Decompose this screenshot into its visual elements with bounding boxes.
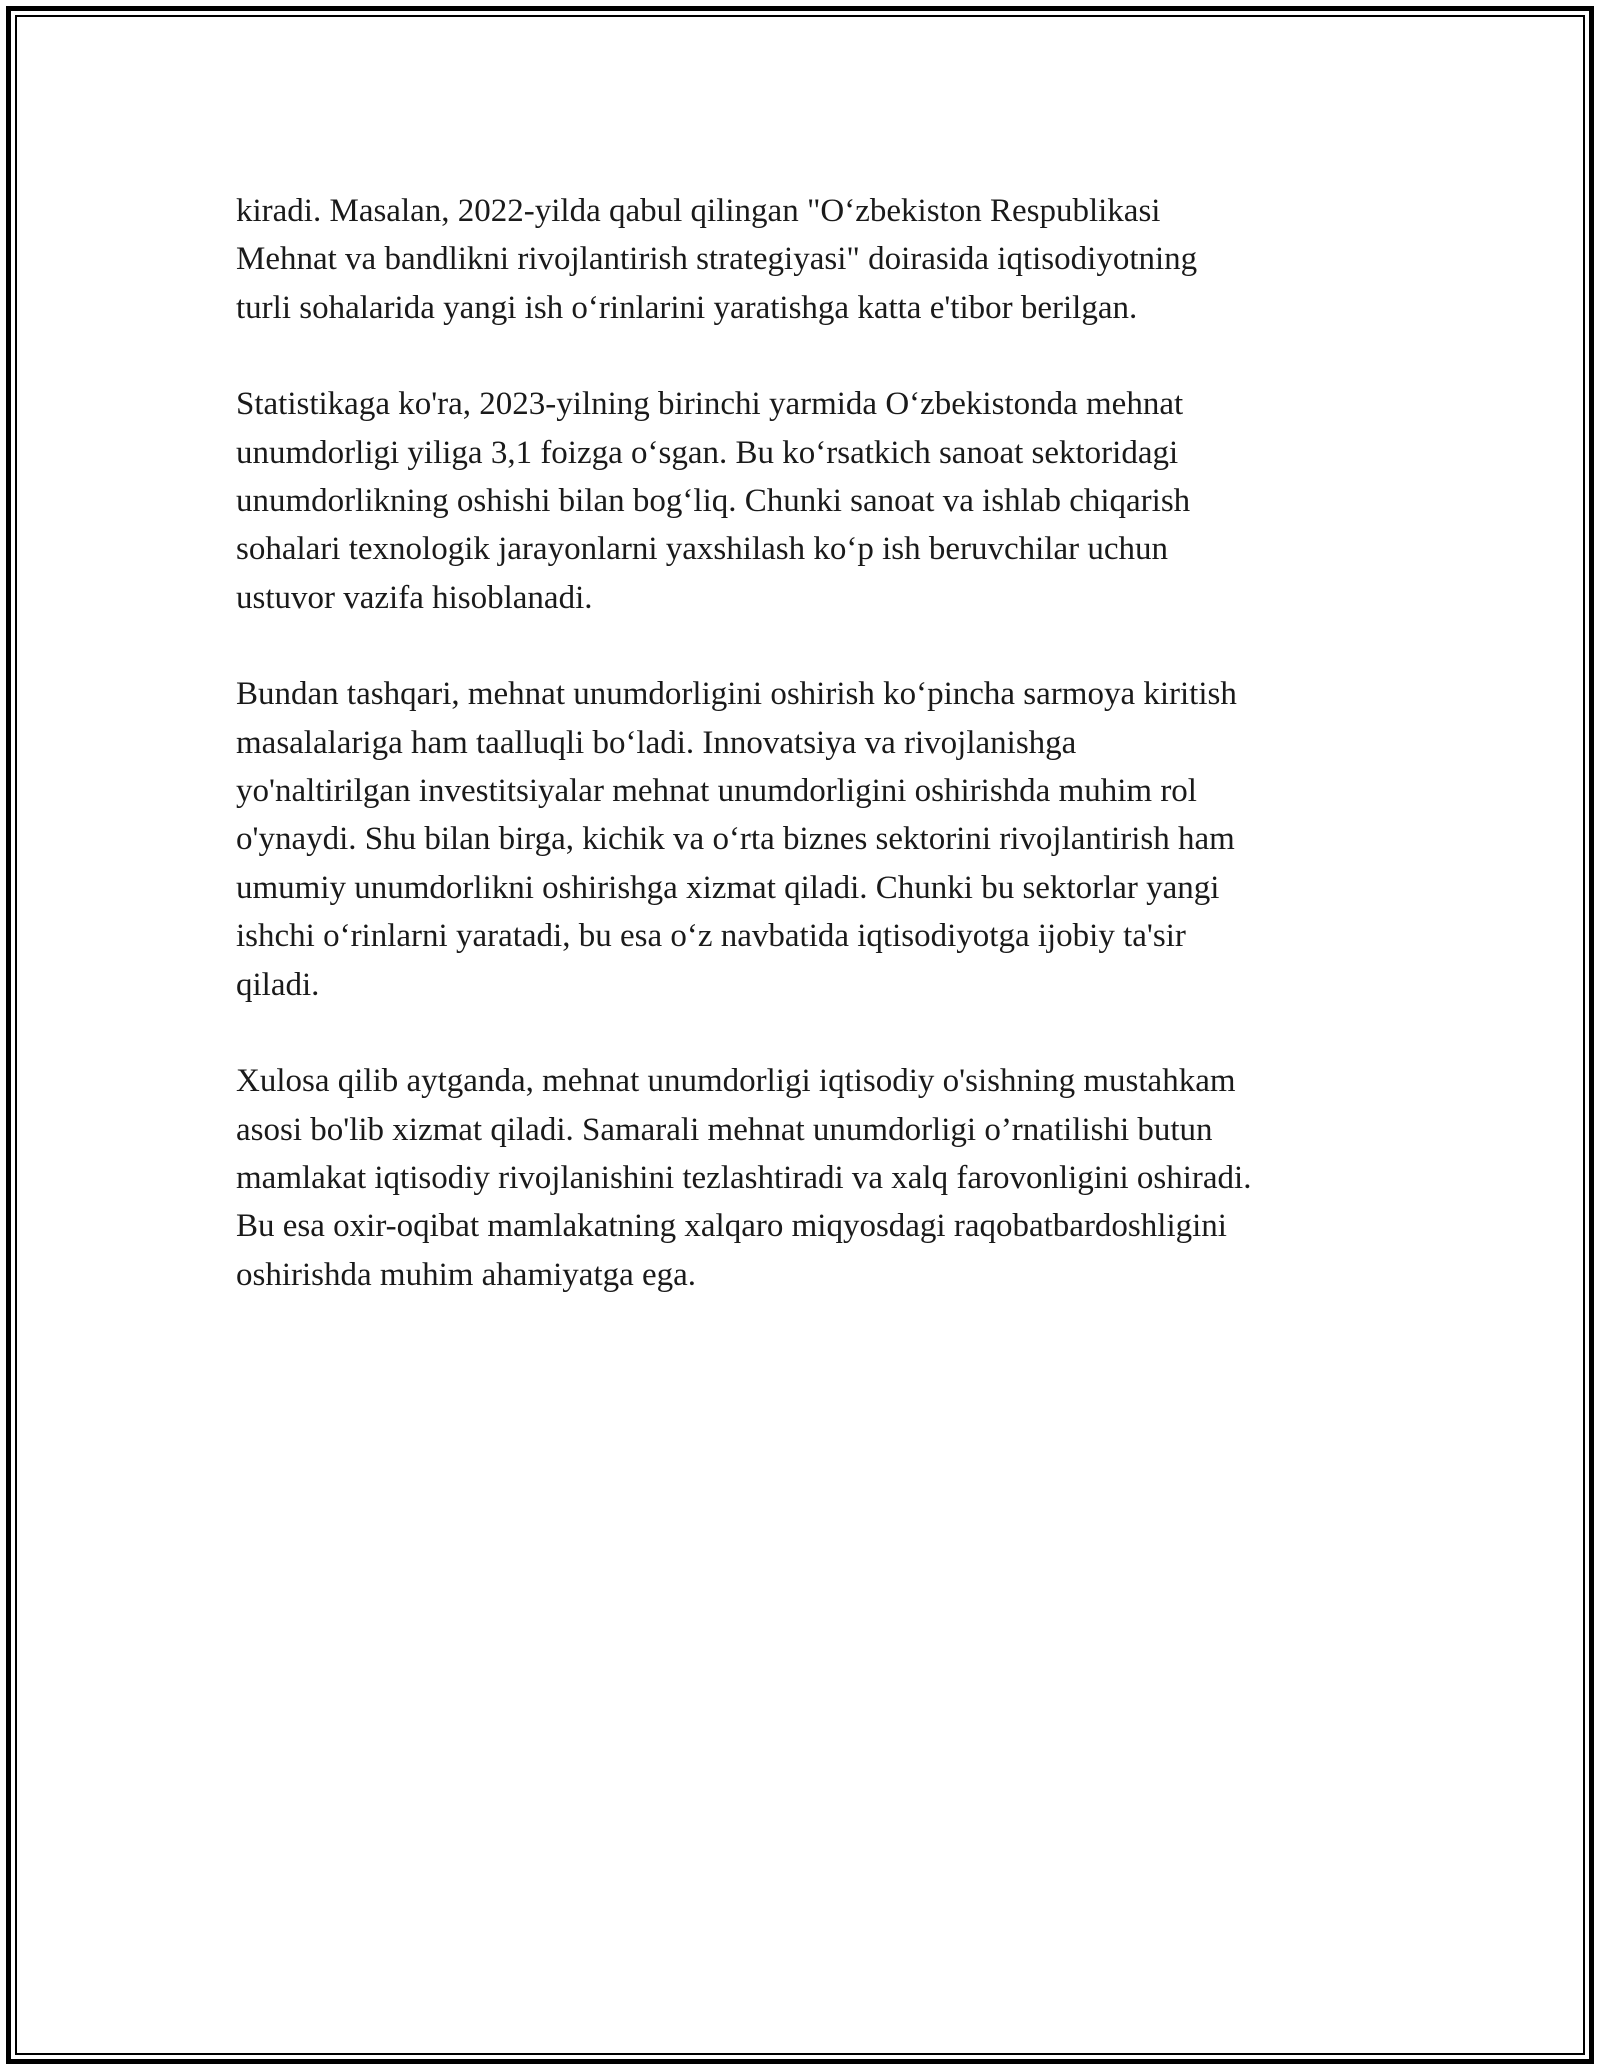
- text-line: unumdorlikning oshishi bilan bog‘liq. Chunki sanoat va ishlab chiqarish: [236, 483, 1191, 520]
- document-body: [236, 187, 1366, 1347]
- text-line: masalalariga ham taalluqli bo‘ladi. Innovatsiya va rivojlanishga: [236, 724, 1077, 761]
- text-line: kiradi. Masalan, 2022-yilda qabul qilingan "O‘zbekiston Respublikasi: [236, 193, 1161, 229]
- text-line: turli sohalarida yangi ish o‘rinlarini yaratishga katta e'tibor berilgan.: [236, 289, 1138, 326]
- text-line: Mehnat va bandlikni rivojlantirish strategiyasi" doirasida iqtisodiyotning: [236, 241, 1198, 278]
- text-line: qiladi.: [236, 966, 320, 1003]
- paragraph-investment: [236, 670, 1366, 1009]
- text-line: Bu esa oxir-oqibat mamlakatning xalqaro miqyosdagi raqobatbardoshligini: [236, 1208, 1227, 1245]
- text-line: ustuvor vazifa hisoblanadi.: [236, 579, 593, 616]
- paragraph-statistics: [236, 380, 1366, 622]
- text-line: ishchi o‘rinlarni yaratadi, bu esa o‘z navbatida iqtisodiyotga ijobiy ta'sir: [236, 918, 1186, 955]
- text-line: asosi bo'lib xizmat qiladi. Samarali mehnat unumdorligi o’rnatilishi butun: [236, 1111, 1213, 1148]
- text-line: o'ynaydi. Shu bilan birga, kichik va o‘rta biznes sektorini rivojlantirish ham: [236, 821, 1235, 858]
- text-line: oshirishda muhim ahamiyatga ega.: [236, 1256, 697, 1293]
- text-line: umumiy unumdorlikni oshirishga xizmat qiladi. Chunki bu sektorlar yangi: [236, 869, 1220, 906]
- text-line: sohalari texnologik jarayonlarni yaxshilash ko‘p ish beruvchilar uchun: [236, 531, 1169, 568]
- text-line: yo'naltirilgan investitsiyalar mehnat unumdorligini oshirishda muhim rol: [236, 773, 1197, 810]
- text-line: Statistikaga ko'ra, 2023-yilning birinchi yarmida O‘zbekistonda mehnat: [236, 386, 1184, 423]
- text-line: Bundan tashqari, mehnat unumdorligini oshirish ko‘pincha sarmoya kiritish: [236, 676, 1237, 713]
- text-line: unumdorligi yiliga 3,1 foizga o‘sgan. Bu ko‘rsatkich sanoat sektoridagi: [236, 434, 1179, 471]
- text-line: mamlakat iqtisodiy rivojlanishini tezlashtiradi va xalq farovonligini oshiradi.: [236, 1159, 1252, 1196]
- paragraph-conclusion: [236, 1057, 1366, 1299]
- paragraph-strategy: [236, 187, 1366, 332]
- text-line: Xulosa qilib aytganda, mehnat unumdorligi iqtisodiy o'sishning mustahkam: [236, 1063, 1236, 1100]
